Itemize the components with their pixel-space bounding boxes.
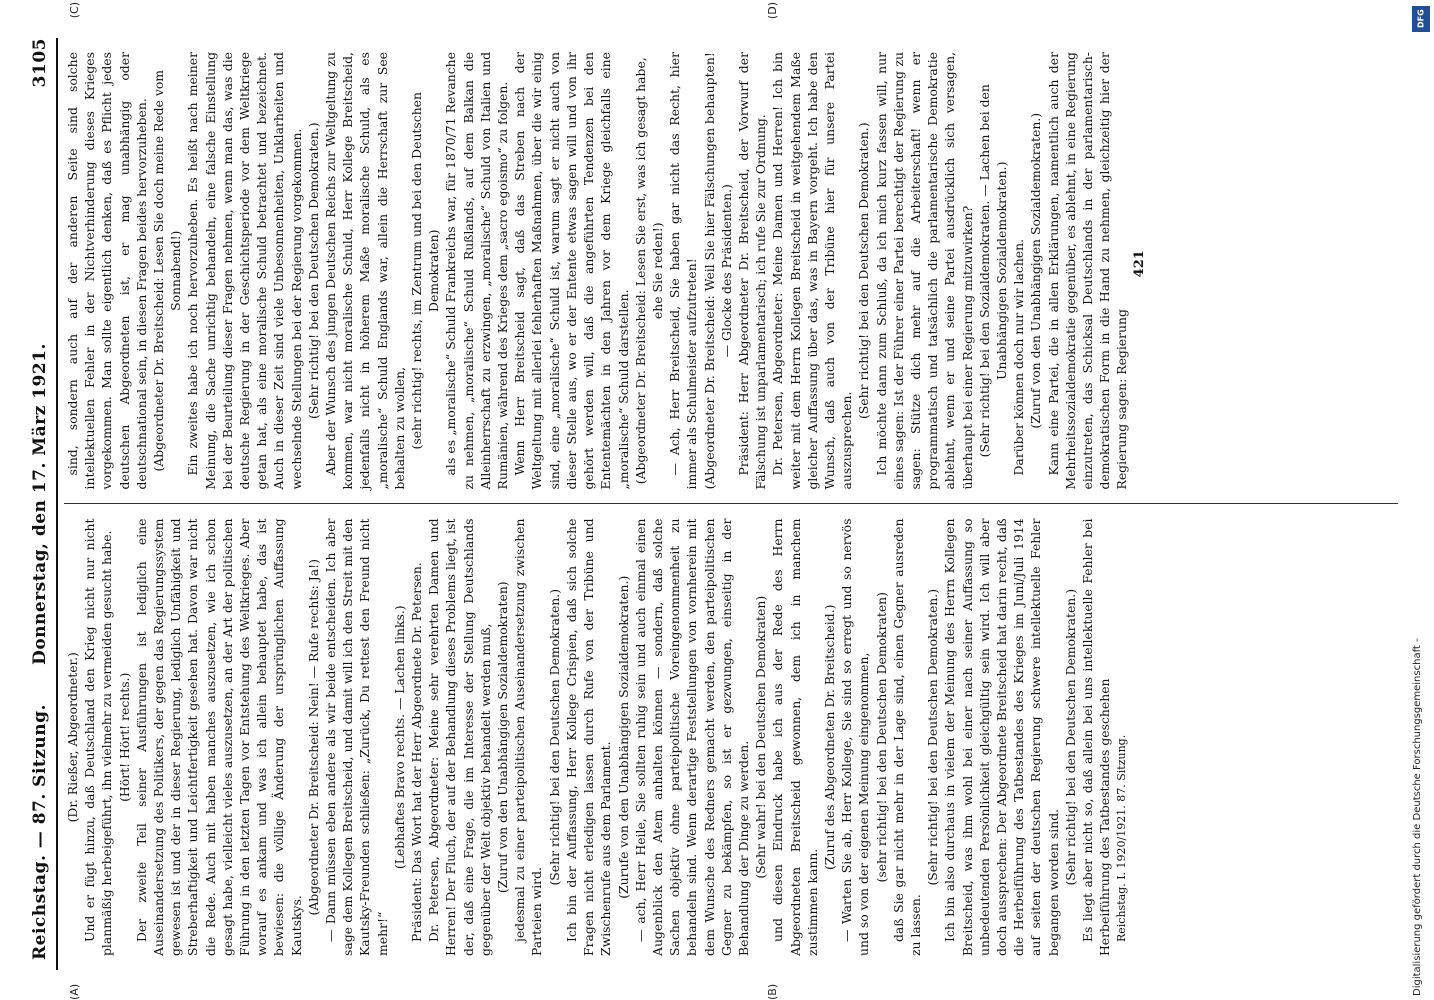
digitization-note [1404, 6, 1432, 996]
paragraph: (Hört! Hört! rechts.) [116, 672, 132, 802]
paragraph: (Abgeordneter Dr. Breitscheid: Lesen Sie doch meine Rede vom Sonnabend!) [151, 69, 184, 472]
paragraph: (Abgeordneter Dr. Breitscheid: Nein! — Rufe rechts: Ja!) [305, 559, 321, 916]
paragraph: Der zweite Teil seiner Ausführungen ist lediglich eine Auseinandersetzung des Politikers, der gegen das Regierungssystem gewesen ist und der in dieser Regierung, lediglich Unfähigkeit und Streberhaftigkeit und Leichtfertigkeit gesehen hat. Davon war nicht die Rede. Auch mit haben manches auszusetzen, wie ich schon gesagt habe, vielleicht vieles auszusetzen, an der Art der politischen Führung in den letzten Tagen vor Entstehung des Weltkrieges. Aber worauf es ankam und was ich allein behauptet habe, das ist bewiesen: die völlige Änderung der ursprünglichen Auffassung Kautskys. [133, 518, 304, 956]
paragraph: (Sehr richtig! bei den Sozialdemokraten. — Lachen bei den Unabhängigen Sozialdemokraten.) [976, 84, 1009, 458]
paragraph: Präsident: Herr Abgeordneter Dr. Breitscheid, der Vorwurf der Fälschung ist unparlamentarisch; ich rufe Sie zur Ordnung. [735, 52, 769, 490]
margin-marker-a: (A) [68, 983, 81, 1000]
paragraph: Aber der Wunsch des jungen Deutschen Reichs zur Weltgeltung zu kommen, war nicht moralische Schuld, Herr Kollege Breitscheid, jedenfalls nicht in höherem Maße moralische Schuld, als es „moralische“ Schuld Englands war, allein die Herrschaft zur See behalten zu wollen, [323, 52, 407, 490]
text-columns [64, 2, 1398, 1000]
paragraph: — Dann müssen eben andere als wir beide entscheiden. Ich aber sage dem Kollegen Breitscheid, und damit will ich den Streit mit den Kautsky-Freunden schließen: „Zurück, Du rettest den Freund nicht mehr!“ [323, 518, 390, 956]
paragraph: Ein zweites habe ich noch hervorzuheben. Es heißt nach meiner Meinung, die Sache unrichtig behandeln, eine falsche Einstellung bei der Beurteilung dieser Fragen nehmen, wenn man das, was die deutsche Regierung in der Geschichtsperiode vor dem Weltkriege getan hat, als eine moralische Schuld betrachtet und bezeichnet. Auch in dieser Zeit sind viele Unbesonnenheiten, Unklarheiten und wechselnde Stellungen bei der Regierung vorgekommen. [185, 52, 304, 490]
col2-footer: 421 [1131, 250, 1147, 278]
paragraph: (Zuruf von den Unabhängigen Sozialdemokraten.) [1028, 112, 1044, 429]
paragraph: — Warten Sie ab, Herr Kollege, Sie sind so erregt und so nervös und so von der eigenen Meinung eingenommen, [839, 518, 872, 956]
paragraph: (sehr richtig! rechts, im Zentrum und bei den Deutschen Demokraten) [409, 92, 442, 450]
paragraph: — ach, Herr Heile, Sie sollten ruhig sein und auch einmal einen Augenblick den Atem anhalten können — sondern, daß solche Sachen objektiv ohne parteipolitische Voreingenommenheit zu behandeln sind. Wenn derartige Feststellungen von vornherein mit dem Wunsche des Redners gemacht werden, den parteipolitischen Gegner zu bekämpfen, so ist er gezwungen, einseitig in der Behandlung der Dinge zu werden. [632, 518, 751, 956]
paragraph: (Zurufe von den Unabhängigen Sozialdemokraten.) [615, 575, 631, 899]
paragraph: (Zuruf des Abgeordneten Dr. Breitscheid.) [821, 604, 837, 870]
paragraph: daß Sie gar nicht mehr in der Lage sind, einen Gegner ausreden zu lassen. [890, 518, 923, 956]
paragraph: Ich bin also durchaus in vielem der Meinung des Herrn Kollegen Breitscheid, was ihm wohl bei einer nach seiner Auffassung so unbedeutenden Persönlichkeit gleichgültig sein wird. Ich will aber doch aussprechen: Der Abgeordnete Breitscheid hat darin recht, daß die Herbeiführung des Tatbestandes des Krieges im Juni/Juli 1914 auf seiten der deutschen Regierung schwere intellektuelle Fehler begangen worden sind. [942, 518, 1061, 956]
paragraph: Ich möchte dann zum Schluß, da ich mich kurz fassen will, nur eines sagen: Ist der Führer einer Partei berechtigt der Regierung zu sagen: Stütze dich mehr auf die Arbeiterschaft! wenn er programmatisch und tatsächlich die parlamentarische Demokratie ablehnt, wenn er und seine Partei ausdrücklich sich versagen, überhaupt bei einer Regierung mitzuwirken? [873, 52, 975, 490]
margin-marker-b: (B) [766, 983, 779, 1000]
paragraph: (Sehr richtig! bei den Deutschen Demokraten.) [925, 588, 941, 886]
paragraph: (Sehr richtig! bei den Deutschen Demokraten.) [1062, 588, 1078, 886]
paragraph: Wenn Herr Breitscheid sagt, daß das Streben nach der Weltgeltung mit allerlei fehlerhaften Maßnahmen, über die wir einig sind, eine „moralische“ Schuld ist, warum sagt er nicht auch von dieser Stelle aus, wo er der Entente etwas sagen will und von ihr gehört werden will, daß die angeführten Tendenzen bei den Ententemächten in den Jahren vor dem Kriege gleichfalls eine „moralische“ Schuld darstellen. [512, 52, 631, 490]
paragraph: (Dr. Rießer, Abgeordneter.) [65, 652, 80, 823]
paragraph: Präsident: Das Wort hat der Herr Abgeordnete Dr. Petersen. [409, 562, 425, 942]
paragraph: (Zuruf von den Unabhängigen Sozialdemokraten) [495, 581, 511, 894]
paragraph: — Ach, Herr Breitscheid, Sie haben gar nicht das Recht, hier immer als Schulmeister aufzutreten! [667, 52, 700, 490]
paragraph: Dr. Petersen, Abgeordneter: Meine sehr verehrten Damen und Herren! Der Fluch, der auf der Behandlung dieses Problems liegt, ist der, daß eine Frage, die im Interesse der Stellung Deutschlands gegenüber der Welt objektiv behandelt werden muß, [426, 518, 493, 956]
paragraph: als es „moralische“ Schuld Frankreichs war, für 1870/71 Revanche zu nehmen, „moralische“ Schuld Rußlands, auf dem Balkan die Alleinherrschaft zu erzwingen, „moralische“ Schuld von Italien und Rumänien, während des Krieges dem „sacro egoismo“ zu folgen. [443, 52, 511, 490]
paragraph: und diesen Eindruck habe ich aus der Rede des Herrn Abgeordneten Breitscheid gewonnen, dem ich in manchem zustimmen kann. [770, 518, 820, 956]
paragraph: (Sehr richtig! bei den Deutschen Demokraten.) [305, 122, 321, 420]
right-column [64, 2, 1398, 505]
paragraph: (Abgeordneter Dr. Breitscheid: Lesen Sie erst, was ich gesagt habe, ehe Sie reden!) [632, 57, 665, 485]
paragraph: (Abgeordneter Dr. Breitscheid: Weil Sie hier Fälschungen behaupten! — Glocke des Präsidenten.) [701, 52, 734, 490]
paragraph: (sehr richtig! bei den Deutschen Demokraten) [873, 592, 889, 883]
paragraph: Und er fügt hinzu, daß Deutschland den Krieg nicht nur nicht planmäßig herbeigeführt, ihn vielmehr zu vermeiden gesucht habe. [82, 518, 115, 956]
paragraph: (Lebhaftes Bravo rechts. — Lachen links.) [391, 605, 407, 870]
paragraph: (Sehr wahr! bei den Deutschen Demokraten) [753, 595, 769, 879]
page-number: 3105 [30, 38, 50, 88]
margin-marker-d: (D) [766, 2, 779, 20]
dfg-logo: DFG [1412, 6, 1430, 32]
paragraph: Kann eine Partei, die in allen Erklärungen, namentlich auch der Mehrheitssozialdemokratie gegenüber, es ablehnt, in eine Regierung einzutreten, das Schicksal Deutschlands in der parlamentarisch-demokratischen Form in die Hand zu nehmen, gleichzeitig hier der Regierung sagen: Regierung [1045, 52, 1130, 490]
col1-footer: Reichstag. I. 1920/1921. 87. Sitzung. [1115, 734, 1129, 942]
paragraph: Ich bin der Auffassung, Herr Kollege Crispien, daß sich solche Fragen nicht erledigen lassen durch Rufe von der Tribüne und Zwischenrufe aus dem Parlament. [563, 518, 614, 956]
paragraph: Es liegt aber nicht so, daß allein bei uns intellektuelle Fehler bei Herbeiführung des Tatbestandes geschehen [1079, 518, 1113, 956]
paragraph: jedesmal zu einer parteipolitischen Auseinandersetzung zwischen Parteien wird. [512, 518, 545, 956]
header-center: Donnerstag, den 17. März 1921. [30, 343, 50, 665]
paragraph: Dr. Petersen, Abgeordneter: Meine Damen und Herren! Ich bin weiter mit dem Herrn Kollegen Breitscheid in weitgehendem Maße gleicher Auffassung über das, was in Bayern vorgeht. Ich habe den Wunsch, daß auch von der Tribüne hier für unsere Partei auszusprechen. [770, 52, 855, 490]
paragraph: Darüber können doch nur wir lachen. [1011, 238, 1027, 476]
margin-marker-c: (C) [68, 2, 81, 19]
paragraph: sind, sondern auch auf der anderen Seite sind solche intellektuellen Fehler in der Nichtverhinderung dieses Krieges vorgekommen. Man sollte eigentlich denken, daß es Pflicht jedes deutschen Abgeordneten ist, er mag unabhängig oder deutschnational sein, in diesen Fragen beides hervorzuheben. [65, 52, 149, 490]
header-left: Reichstag. — 87. Sitzung. [30, 704, 50, 960]
digitization-note-text: Digitalisierung gefördert durch die Deutsche Forschungsgemeinschaft - [1412, 638, 1423, 996]
header-rule [56, 38, 58, 970]
left-column [64, 505, 1398, 1000]
paragraph: (Sehr richtig! bei den Deutschen Demokraten.) [856, 122, 872, 420]
page-header [30, 38, 54, 970]
paragraph: (Sehr richtig! bei den Deutschen Demokraten.) [546, 588, 562, 886]
